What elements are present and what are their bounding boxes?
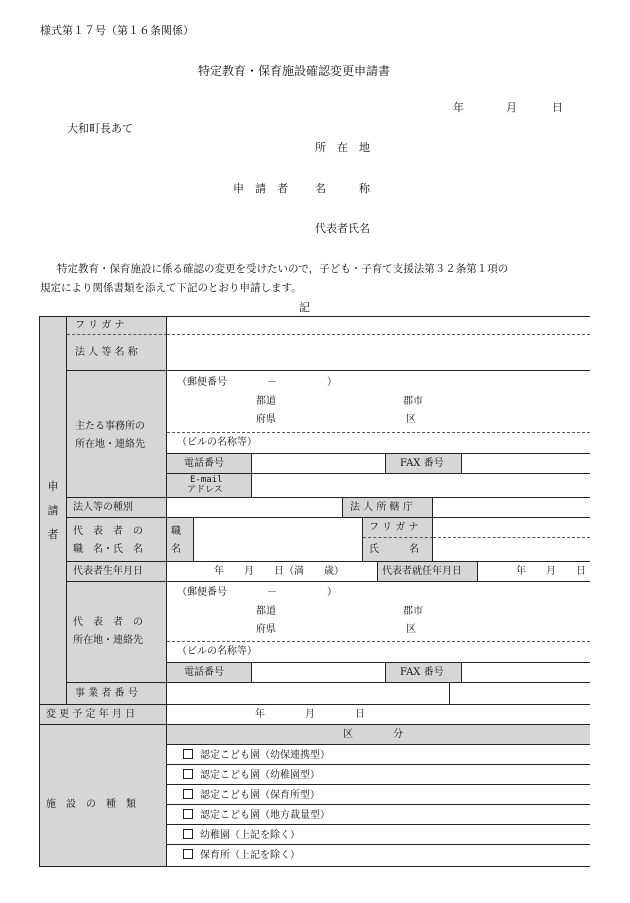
rep-shoku-label: 職 (171, 526, 181, 537)
rep-furigana-label: フ リ ガ ナ (369, 522, 419, 533)
office-email-label-cell (167, 474, 252, 498)
applicant-group-cell (40, 317, 67, 705)
rep-birth-label: 代表者生年月日 (73, 566, 143, 577)
operator-no-label-cell (67, 683, 167, 705)
rep-phone-label-cell (167, 663, 252, 683)
rep-phone-label: 電話番号 (184, 667, 224, 678)
change-date-field[interactable] (167, 705, 590, 725)
facility-option-label: 認定こども園（保育所型） (200, 790, 320, 801)
rep-label-line2: 職 名・氏 名 (73, 544, 143, 555)
facility-option-row[interactable] (167, 845, 590, 866)
rep-todo: 都道 (256, 606, 276, 617)
rep-postal-label: （郵便番号 － ） (177, 587, 337, 598)
office-fax-label-cell (386, 454, 462, 474)
facility-label: 施 設 の 種 類 (46, 799, 136, 810)
checkbox-icon[interactable] (183, 769, 193, 779)
category-header: 区 分 (343, 729, 403, 740)
office-postal-label: （郵便番号 － ） (177, 377, 337, 388)
facility-option-label: 認定こども園（幼保連携型） (200, 750, 330, 761)
representative-name-label: 代表者氏名 (315, 222, 370, 235)
office-address-field[interactable] (167, 371, 590, 433)
rep-shimei-label: 氏 名 (369, 544, 419, 555)
rep-phone-field[interactable] (252, 663, 386, 683)
rep-birth-value: 年 月 日（満 歳） (214, 566, 344, 577)
date-month: 月 (506, 101, 517, 114)
rep-title-field[interactable] (194, 518, 363, 562)
office-ku: 区 (406, 414, 416, 425)
office-email-label-line1: E-mail (190, 475, 223, 485)
applicant-label: 申 請 者 (233, 182, 288, 195)
facility-option-label: 保育所（上記を除く） (200, 850, 300, 861)
form-number: 様式第１７号（第１６条関係） (40, 24, 194, 37)
rep-birth-label-cell (67, 562, 167, 582)
corp-type-label-cell (67, 498, 167, 518)
corp-type-field[interactable] (167, 498, 343, 518)
date-day: 日 (552, 101, 563, 114)
office-label-line1: 主たる事務所の (75, 421, 145, 432)
rep-addr-label-cell (67, 582, 167, 683)
applicant-char-1: 申 (47, 480, 59, 493)
corp-name-label-cell (67, 335, 167, 371)
applicant-char-3: 者 (47, 528, 59, 541)
rep-furigana-label-cell (363, 518, 433, 538)
rep-shimei-label-cell (363, 538, 433, 562)
office-gunshi: 郡市 (403, 396, 423, 407)
rep-shoku-mei-cell (167, 518, 194, 562)
corp-name-field[interactable] (167, 335, 590, 371)
rep-building-label: （ビルの名称等） (177, 646, 257, 657)
change-date-label-cell (40, 705, 167, 725)
checkbox-icon[interactable] (183, 789, 193, 799)
office-phone-field[interactable] (252, 454, 386, 474)
checkbox-icon[interactable] (183, 809, 193, 819)
office-building-label: （ビルの名称等） (177, 437, 257, 448)
facility-option-label: 認定こども園（地方裁量型） (200, 810, 330, 821)
checkbox-icon[interactable] (183, 749, 193, 759)
rep-mei-label: 名 (171, 544, 181, 555)
office-fax-field[interactable] (462, 454, 590, 474)
date-year: 年 (453, 101, 464, 114)
rep-inaug-label-cell (378, 562, 478, 582)
facility-option-row[interactable] (167, 805, 590, 825)
authority-label-cell (343, 498, 433, 518)
applicant-char-2: 請 (47, 504, 59, 517)
rep-addr-label-line2: 所在地・連絡先 (73, 635, 143, 646)
office-fax-label: FAX 番号 (400, 458, 444, 469)
rep-furigana-field[interactable] (433, 518, 590, 538)
facility-option-row[interactable] (167, 825, 590, 845)
checkbox-icon[interactable] (183, 829, 193, 839)
operator-no-blank (450, 683, 590, 705)
body-text-line2: 規定により関係書類を添えて下記のとおり申請します。 (40, 282, 302, 294)
office-label-cell (67, 371, 167, 498)
furigana-label-cell (67, 317, 167, 335)
rep-fax-label-cell (386, 663, 462, 683)
page-title: 特定教育・保育施設確認変更申請書 (198, 64, 391, 78)
rep-shimei-field[interactable] (433, 538, 590, 562)
application-form (39, 316, 590, 867)
rep-building-field[interactable] (167, 642, 590, 663)
facility-option-label: 認定こども園（幼稚園型） (200, 770, 320, 781)
office-phone-label: 電話番号 (184, 458, 224, 469)
rep-addr-label-line1: 代 表 者 の (73, 617, 143, 628)
rep-label-cell (67, 518, 167, 562)
addressee: 大和町長あて (67, 122, 133, 135)
change-date-value: 年 月 日 (255, 709, 365, 720)
authority-label: 法 人 所 轄 庁 (350, 502, 413, 513)
facility-option-label: 幼稚園（上記を除く） (200, 830, 300, 841)
body-text-line1: 特定教育・保育施設に係る確認の変更を受けたいので，子ども・子育て支援法第３２条第１項の (57, 263, 509, 275)
operator-no-label: 事 業 者 番 号 (75, 688, 138, 699)
rep-ku: 区 (406, 624, 416, 635)
office-label-line2: 所在地・連絡先 (75, 439, 145, 450)
office-email-label-line2: アドレス (187, 485, 223, 495)
rep-inaug-label: 代表者就任年月日 (382, 566, 462, 577)
authority-field[interactable] (433, 498, 590, 518)
facility-option-row[interactable] (167, 745, 590, 765)
rep-gunshi: 郡市 (403, 606, 423, 617)
facility-option-row[interactable] (167, 765, 590, 785)
corp-type-label: 法人等の種別 (73, 502, 133, 513)
rep-inaug-field[interactable] (478, 562, 590, 582)
furigana-field[interactable] (167, 317, 590, 335)
note-label: 記 (299, 301, 310, 314)
category-header-cell (167, 725, 590, 745)
rep-label-line1: 代 表 者 の (73, 526, 143, 537)
applicant-location-label: 所 在 地 (315, 141, 370, 154)
furigana-label: フ リ ガ ナ (75, 320, 125, 331)
office-building-field[interactable] (167, 433, 590, 454)
office-email-field[interactable] (252, 474, 590, 498)
change-date-label: 変 更 予 定 年 月 日 (46, 709, 136, 720)
checkbox-icon[interactable] (183, 849, 193, 859)
rep-fax-field[interactable] (462, 663, 590, 683)
operator-no-field[interactable] (167, 683, 450, 705)
rep-birth-field[interactable] (167, 562, 378, 582)
rep-fax-label: FAX 番号 (400, 667, 444, 678)
office-fuken: 府県 (256, 414, 276, 425)
applicant-name-label: 名 称 (315, 182, 370, 195)
office-todo: 都道 (256, 396, 276, 407)
facility-label-cell (40, 725, 167, 866)
rep-address-field[interactable] (167, 582, 590, 642)
rep-fuken: 府県 (256, 624, 276, 635)
facility-option-row[interactable] (167, 785, 590, 805)
office-phone-label-cell (167, 454, 252, 474)
rep-inaug-value: 年 月 日 (516, 566, 586, 577)
corp-name-label: 法 人 等 名 称 (75, 347, 138, 358)
